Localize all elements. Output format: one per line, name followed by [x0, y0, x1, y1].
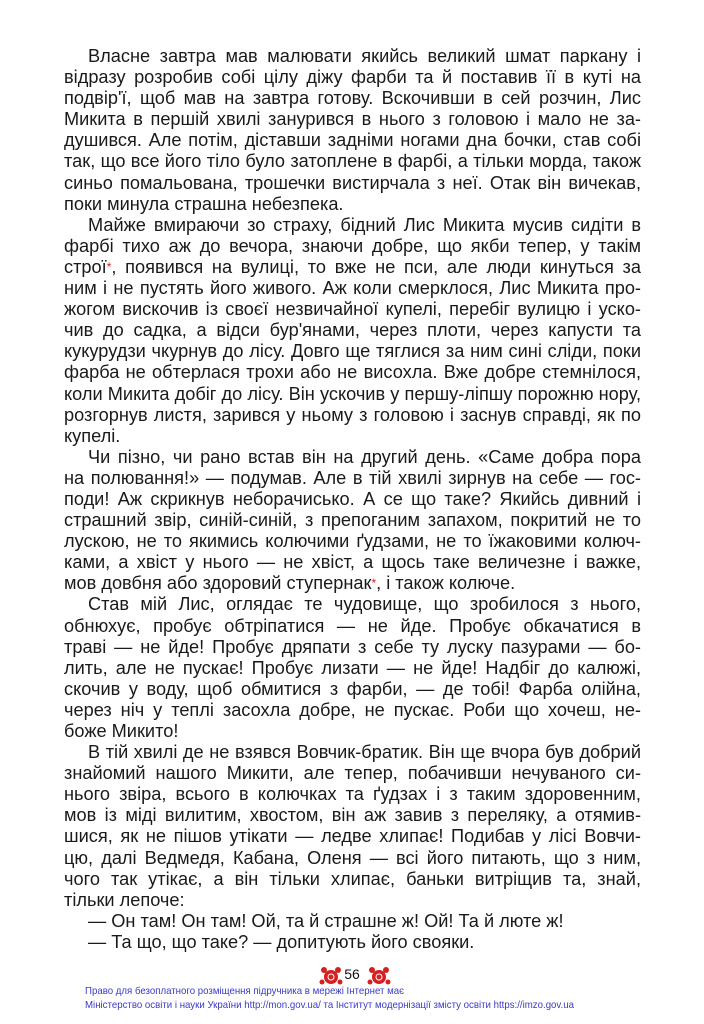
text-line: коли Микита добіг до лісу. Він ускочив у першу-ліпшу порожню нору, — [64, 383, 641, 404]
text-line: кукурудзи чкурнув до лісу. Довго ще тяглися за ним сині сліди, поки — [64, 341, 641, 362]
text-line: поки минула страшна небезпека. — [64, 193, 344, 214]
text-line: синьо помальована, трошечки вистирчала з неї. Отак він вичекав, — [64, 172, 641, 193]
footnote-marker[interactable]: * — [106, 259, 112, 274]
text-line: боже Микито! — [64, 721, 179, 741]
text-line: чого так утікає, а він тільки хлипає, баньки витріщив та, знай, — [64, 868, 641, 889]
text-line: Став мій Лис, оглядає те чудовище, що зробилося з нього, — [88, 594, 641, 615]
license-notice-line-1: Право для безоплатного розміщення підручника в мережі Інтернет має — [85, 985, 405, 997]
paragraph — [64, 215, 641, 447]
text-line: жогом вискочив із своєї незвичайної купелі, перебіг вулицю і уско- — [64, 299, 641, 320]
text-line: лускою, не то якимись колючими ґудзами, не то їжаковими колюч- — [64, 531, 641, 552]
text-line: Микита в першій хвилі занурився в нього з головою і мало не за- — [64, 109, 641, 130]
text-line: купелі. — [64, 425, 121, 446]
paragraph — [64, 932, 641, 953]
text-line: душився. Але потім, діставши задніми ногами дна бочки, став собі — [64, 130, 641, 151]
text-line: Власне завтра мав малювати якийсь великий шмат паркану і — [88, 46, 641, 66]
text-line: обнюхує, пробує обтріпатися — не йде. Пробує обкачатися в — [64, 615, 641, 636]
paragraph — [64, 46, 641, 215]
license-notice-line-2[interactable]: Міністерство освіти і науки України http://mon.gov.ua/ та Інститут модернізації змісту освіти https://imzo.gov.ua — [85, 999, 574, 1011]
text-line: шися, як не пішов утікати — ледве хлипає! Подибав у лісі Вовчи- — [64, 826, 641, 847]
text-line: нього звіра, всього в колючках та ґудзах і з таким здоровенним, — [64, 784, 641, 805]
text-line: Чи пізно, чи рано встав він на другий день. «Саме добра пора — [88, 446, 641, 467]
text-line: страшний звір, синій-синій, з препоганим запахом, покритий не то — [64, 510, 641, 531]
text-line: — Та що, що таке? — допитують його свояки. — [88, 931, 475, 952]
paragraph — [64, 447, 641, 595]
footnote-marker[interactable]: * — [371, 576, 377, 591]
text-line: В тій хвилі де не взявся Вовчик-братик. Він ще вчора був добрий — [88, 742, 641, 763]
text-line: через ніч у теплі засохла добре, не пускає. Роби що хочеш, не- — [64, 699, 641, 720]
text-line: мов із міді вилитим, хвостом, він аж завив з переляку, а отямив- — [64, 805, 641, 826]
text-line: скочив у воду, щоб обмитися з фарби, — де тобі! Фарба олійна, — [64, 678, 641, 699]
paragraph — [64, 742, 641, 911]
body-text — [64, 46, 641, 953]
text-line: на полювання!» — подумав. Але в тій хвилі зирнув на себе — гос- — [64, 467, 641, 488]
text-line: фарба не обтерлася трохи або не висохла. Вже добре стемнілося, — [64, 362, 641, 383]
paragraph — [64, 594, 641, 742]
text-line: — Он там! Он там! Ой, та й страшне ж! Ой! Та й люте ж! — [88, 910, 564, 931]
text-line: лить, але не пускає! Пробує лизати — не йде! Надбіг до калюжі, — [64, 657, 641, 678]
text-line: Майже вмираючи зо страху, бідний Лис Микита мусив сидіти в — [88, 214, 641, 235]
text-line: знайомий нашого Микити, але тепер, побачивши нечуваного си- — [64, 763, 641, 784]
text-line: траві — не йде! Пробує дряпати з себе ту луску пазурами — бо- — [64, 636, 641, 657]
text-line: ками, а хвіст у нього — не хвіст, а щось таке величезне і важке, — [64, 552, 641, 573]
text-line: тільки лепоче: — [64, 889, 185, 910]
text-line: мов довбня або здоровий ступернак*, і також колюче. — [64, 573, 516, 594]
text-line: розгорнув листя, зарився у ньому з головою і заснув справді, як по — [64, 404, 641, 425]
text-line: відразу розробив собі цілу діжу фарби та й поставив її в куті на — [64, 67, 641, 88]
text-line: фарбі тихо аж до вечора, знаючи добре, що якби тепер, у такім — [64, 235, 641, 256]
text-line: подвір'ї, щоб мав на завтра готову. Вскочивши в сей розчин, Лис — [64, 88, 641, 109]
text-line: ним і не пустять його живого. Аж коли смерклося, Лис Микита про- — [64, 278, 641, 299]
page-number: 56 — [344, 966, 360, 982]
text-line: цю, далі Ведмедя, Кабана, Оленя — всі його питають, що з ним, — [64, 847, 641, 868]
text-line: поди! Аж скрикнув неборачисько. А се що таке? Якийсь дивний і — [64, 488, 641, 509]
text-line: чив до садка, а відси бур'янами, через плоти, через капусти та — [64, 320, 641, 341]
paragraph — [64, 911, 641, 932]
text-line: так, що все його тіло було затоплене в фарбі, а тільки морда, також — [64, 151, 641, 172]
text-line: строї*, появився на вулиці, то вже не пси, але люди кинуться за — [64, 256, 641, 277]
